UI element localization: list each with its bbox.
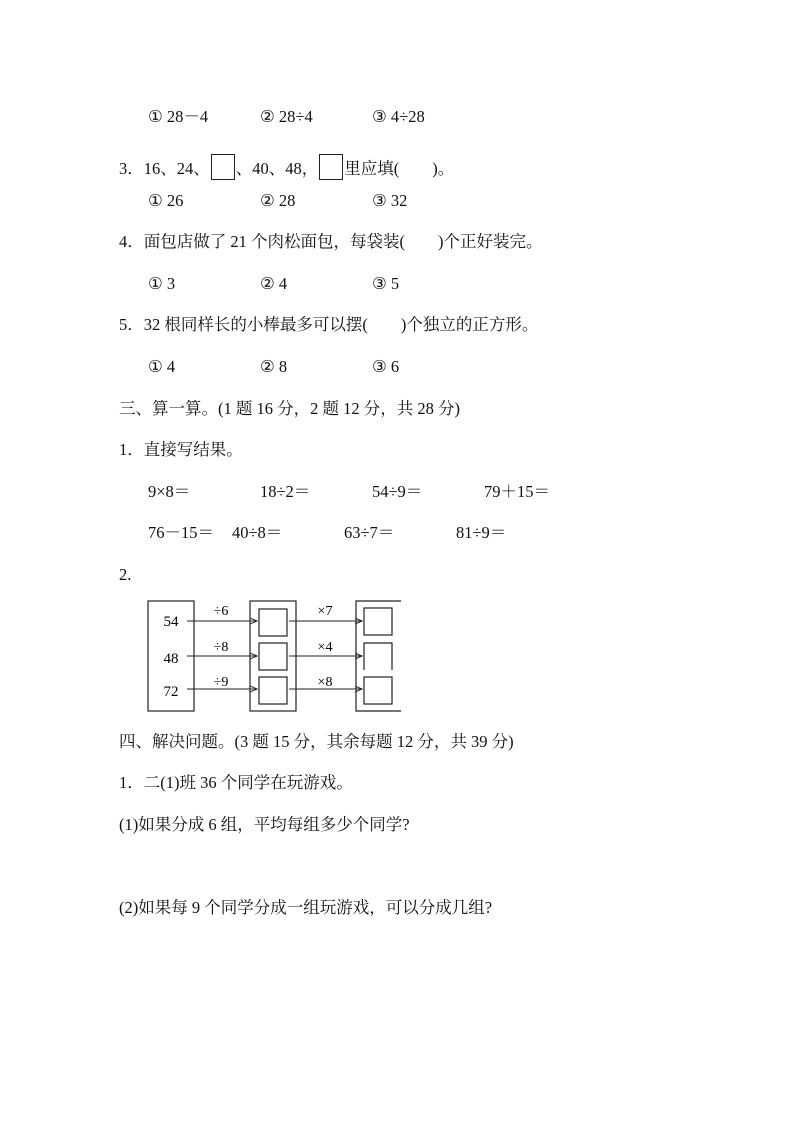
q3-option-1: ① 26	[148, 191, 184, 210]
op-multiply-7: ×7	[317, 604, 333, 619]
question-3-prompt: 里应填( )。	[344, 159, 455, 178]
calc-6: 40÷8＝	[232, 523, 283, 542]
op-multiply-4: ×4	[317, 640, 333, 655]
calc-7: 63÷7＝	[344, 523, 395, 542]
input-54: 54	[163, 614, 179, 630]
q5-option-3: ③ 6	[372, 357, 400, 376]
calc-5: 76－15＝	[148, 523, 214, 542]
question-5: 5．32 根同样长的小棒最多可以摆( )个独立的正方形。	[119, 315, 539, 334]
question-4: 4．面包店做了 21 个肉松面包，每袋装( )个正好装完。	[119, 232, 543, 251]
calc-4: 79＋15＝	[484, 482, 550, 501]
problem-1-part-1: (1)如果分成 6 组，平均每组多少个同学?	[119, 815, 410, 834]
input-column-box	[148, 601, 194, 711]
calc-2: 18÷2＝	[260, 482, 311, 501]
middle-answer-box-2[interactable]	[259, 643, 287, 670]
result-answer-box-3[interactable]	[364, 677, 392, 704]
section-3-heading: 三、算一算。(1 题 16 分，2 题 12 分，共 28 分)	[119, 399, 460, 418]
sequence-blank-box[interactable]	[211, 154, 235, 180]
section-3-part-1-title: 1．直接写结果。	[119, 440, 243, 459]
section-3-part-2-label: 2.	[119, 565, 132, 584]
calc-3: 54÷9＝	[372, 482, 423, 501]
result-column-box	[356, 601, 401, 711]
op-divide-9: ÷9	[213, 675, 229, 690]
q4-option-2: ② 4	[260, 274, 288, 293]
q3-option-2: ② 28	[260, 191, 296, 210]
result-answer-box-1[interactable]	[364, 608, 392, 635]
q4-option-1: ① 3	[148, 274, 176, 293]
calc-1: 9×8＝	[148, 482, 191, 501]
q2-option-3: ③ 4÷28	[372, 107, 425, 126]
problem-1-part-2: (2)如果每 9 个同学分成一组玩游戏，可以分成几组?	[119, 898, 493, 917]
q3-option-3: ③ 32	[372, 191, 408, 210]
question-3	[119, 154, 454, 180]
q4-option-3: ③ 5	[372, 274, 400, 293]
q5-option-2: ② 8	[260, 357, 288, 376]
op-multiply-8: ×8	[317, 675, 333, 690]
q5-option-1: ① 4	[148, 357, 176, 376]
calc-8: 81÷9＝	[456, 523, 507, 542]
q2-option-1: ① 28－4	[148, 107, 209, 126]
middle-answer-box-1[interactable]	[259, 609, 287, 636]
middle-answer-box-3[interactable]	[259, 677, 287, 704]
question-3-number: 3．	[119, 159, 144, 178]
input-48: 48	[163, 651, 179, 667]
problem-1: 1．二(1)班 36 个同学在玩游戏。	[119, 773, 353, 792]
q2-option-2: ② 28÷4	[260, 107, 313, 126]
result-answer-box-2[interactable]	[364, 643, 392, 670]
section-4-heading: 四、解决问题。(3 题 15 分，其余每题 12 分，共 39 分)	[119, 732, 514, 751]
reference-blank-box	[319, 154, 343, 180]
question-3-sequence-end: 、40、48，	[235, 159, 319, 178]
input-72: 72	[163, 684, 179, 700]
op-divide-6: ÷6	[213, 604, 229, 619]
middle-column-box	[250, 601, 296, 711]
op-divide-8: ÷8	[213, 640, 229, 655]
question-3-sequence-start: 16、24、	[143, 159, 210, 178]
